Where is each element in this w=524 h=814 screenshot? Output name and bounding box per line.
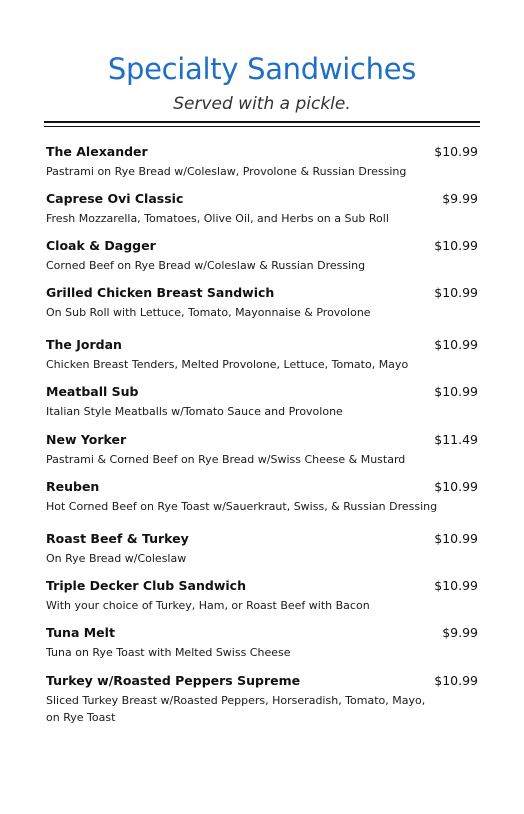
item-description: Chicken Breast Tenders, Melted Provolone, Lettuce, Tomato, Mayo bbox=[46, 358, 409, 371]
menu-item bbox=[46, 578, 480, 614]
item-price: $10.99 bbox=[434, 578, 478, 593]
divider-thick bbox=[44, 121, 480, 123]
menu-item bbox=[46, 531, 480, 567]
item-description: Sliced Turkey Breast w/Roasted Peppers, Horseradish, Tomato, Mayo, on Rye Toast bbox=[46, 694, 426, 724]
item-name: Grilled Chicken Breast Sandwich bbox=[46, 285, 275, 300]
menu-item bbox=[46, 337, 480, 373]
item-name: The Jordan bbox=[46, 337, 122, 352]
item-price: $10.99 bbox=[434, 479, 478, 494]
menu-item bbox=[46, 673, 480, 726]
item-name: New Yorker bbox=[46, 432, 127, 447]
item-description: Hot Corned Beef on Rye Toast w/Sauerkraut, Swiss, & Russian Dressing bbox=[46, 500, 438, 513]
item-name: Reuben bbox=[46, 479, 100, 494]
item-name: Roast Beef & Turkey bbox=[46, 531, 189, 546]
item-price: $9.99 bbox=[442, 625, 478, 640]
item-description: Pastrami & Corned Beef on Rye Bread w/Swiss Cheese & Mustard bbox=[46, 453, 406, 466]
menu-item bbox=[46, 384, 480, 420]
menu-item bbox=[46, 238, 480, 274]
item-description: Corned Beef on Rye Bread w/Coleslaw & Russian Dressing bbox=[46, 259, 366, 272]
menu-item bbox=[46, 432, 480, 468]
item-price: $10.99 bbox=[434, 285, 478, 300]
divider-thin bbox=[44, 126, 480, 127]
item-description: Fresh Mozzarella, Tomatoes, Olive Oil, and Herbs on a Sub Roll bbox=[46, 212, 389, 225]
item-price: $10.99 bbox=[434, 337, 478, 352]
item-price: $10.99 bbox=[434, 673, 478, 688]
item-description: Italian Style Meatballs w/Tomato Sauce and Provolone bbox=[46, 405, 343, 418]
menu-item bbox=[46, 191, 480, 227]
item-name: Caprese Ovi Classic bbox=[46, 191, 184, 206]
item-price: $10.99 bbox=[434, 144, 478, 159]
item-price: $10.99 bbox=[434, 384, 478, 399]
item-description: On Rye Bread w/Coleslaw bbox=[46, 552, 187, 565]
item-name: Triple Decker Club Sandwich bbox=[46, 578, 246, 593]
item-price: $11.49 bbox=[434, 432, 478, 447]
item-name: Tuna Melt bbox=[46, 625, 115, 640]
item-name: The Alexander bbox=[46, 144, 148, 159]
menu-item bbox=[46, 285, 480, 321]
menu-title: Specialty Sandwiches bbox=[107, 52, 417, 86]
menu-item bbox=[46, 479, 480, 515]
item-description: Tuna on Rye Toast with Melted Swiss Cheese bbox=[46, 646, 291, 659]
menu-item bbox=[46, 625, 480, 661]
item-price: $10.99 bbox=[434, 531, 478, 546]
menu-subtitle: Served with a pickle. bbox=[173, 94, 351, 114]
item-name: Meatball Sub bbox=[46, 384, 139, 399]
item-description: Pastrami on Rye Bread w/Coleslaw, Provolone & Russian Dressing bbox=[46, 165, 407, 178]
item-description: With your choice of Turkey, Ham, or Roast Beef with Bacon bbox=[46, 599, 370, 612]
item-description: On Sub Roll with Lettuce, Tomato, Mayonnaise & Provolone bbox=[46, 306, 371, 319]
item-name: Cloak & Dagger bbox=[46, 238, 156, 253]
item-price: $10.99 bbox=[434, 238, 478, 253]
item-price: $9.99 bbox=[442, 191, 478, 206]
menu-item bbox=[46, 144, 480, 180]
item-name: Turkey w/Roasted Peppers Supreme bbox=[46, 673, 301, 688]
